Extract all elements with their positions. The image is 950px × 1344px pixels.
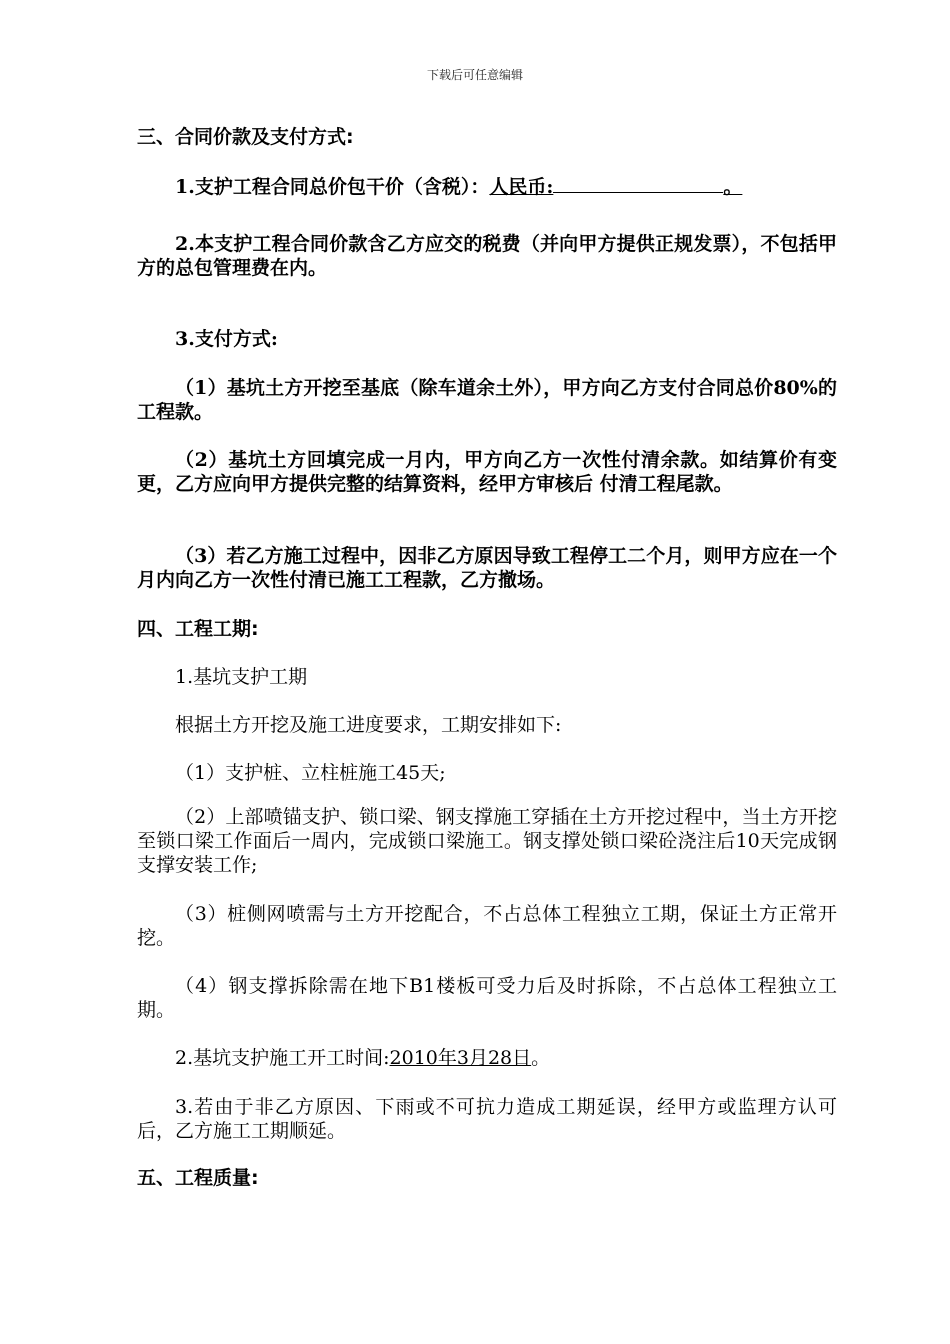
s3-pay2: （2）基坑土方回填完成一月内，甲方向乙方一次性付清余款。如结算价有变更，乙方应向甲方提供完整的结算资料，经甲方审核后 付清工程尾款。 bbox=[137, 449, 837, 495]
s4-item3: 3.若由于非乙方原因、下雨或不可抗力造成工期延误，经甲方或监理方认可后，乙方施工工期顺延。 bbox=[137, 1096, 837, 1142]
s4-item1: 1.基坑支护工期 bbox=[175, 666, 308, 688]
s3-item2: 2.本支护工程合同价款含乙方应交的税费（并向甲方提供正规发票），不包括甲方的总包管理费在内。 bbox=[137, 233, 837, 279]
s4-p4: （4）钢支撑拆除需在地下B1楼板可受力后及时拆除，不占总体工程独立工期。 bbox=[137, 975, 837, 1021]
s4-p2: （2）上部喷锚支护、锁口梁、钢支撑施工穿插在土方开挖过程中，当土方开挖至锁口梁工作面后一周内，完成锁口梁施工。钢支撑处锁口梁砼浇注后10天完成钢支撑安装工作; bbox=[137, 806, 837, 876]
section-4-heading: 四、工程工期: bbox=[137, 618, 259, 640]
s3-pay1: （1）基坑土方开挖至基底（除车道余土外），甲方向乙方支付合同总价80%的工程款。 bbox=[137, 377, 837, 423]
header-watermark: 下载后可任意编辑 bbox=[426, 68, 523, 82]
section-5-heading: 五、工程质量: bbox=[137, 1167, 259, 1189]
s4-start-date: 2010年3月28日 bbox=[389, 1047, 532, 1069]
s4-intro: 根据土方开挖及施工进度要求，工期安排如下: bbox=[175, 714, 562, 736]
s3-item1-end: 。 bbox=[723, 176, 743, 198]
s4-p3: （3）桩侧网喷需与土方开挖配合，不占总体工程独立工期，保证土方正常开挖。 bbox=[137, 903, 837, 949]
s4-item2-end: 。 bbox=[531, 1047, 551, 1069]
s3-item1 bbox=[137, 174, 837, 199]
s3-amount-blank bbox=[553, 174, 723, 193]
s3-item1-prefix: 1.支护工程合同总价包干价（含税）： bbox=[175, 176, 490, 198]
s3-item1-rmb: 人民币: bbox=[489, 176, 554, 198]
s3-pay3: （3）若乙方施工过程中，因非乙方原因导致工程停工二个月，则甲方应在一个月内向乙方一次性付清已施工工程款，乙方撤场。 bbox=[137, 545, 837, 591]
section-3-heading: 三、合同价款及支付方式: bbox=[137, 126, 354, 148]
s4-item2 bbox=[137, 1046, 837, 1070]
s3-item3: 3.支付方式: bbox=[175, 328, 278, 350]
s4-item2-prefix: 2.基坑支护施工开工时间: bbox=[175, 1047, 390, 1069]
s4-p1: （1）支护桩、立柱桩施工45天; bbox=[175, 762, 446, 784]
